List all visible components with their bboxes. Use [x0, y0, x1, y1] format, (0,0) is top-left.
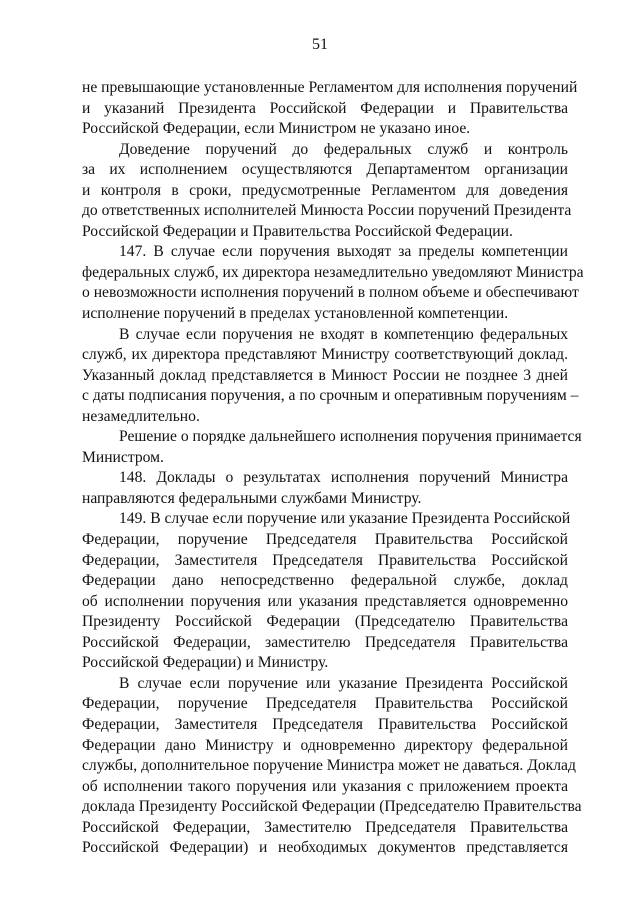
text-line: Российской Федерации, если Министром не указано иное.	[82, 120, 471, 138]
text-line: Федерации, Заместителя Председателя Правительства Российской	[82, 551, 568, 569]
paragraph	[82, 78, 578, 140]
text-line: Российской Федерации и Правительства Российской Федерации.	[82, 222, 513, 240]
text-line: об исполнении поручения или указания представляется одновременно	[82, 592, 568, 610]
text-line: за их исполнением осуществляются Департаментом организации	[82, 161, 568, 179]
text-line: Федерации, Заместителя Председателя Правительства Российской	[82, 715, 568, 733]
text-line: 149. В случае если поручение или указание Президента Российской	[119, 510, 571, 528]
text-line: В случае если поручения не входят в компетенцию федеральных	[119, 325, 568, 343]
text-line: Решение о порядке дальнейшего исполнения поручения принимается	[119, 428, 582, 446]
paragraph	[82, 427, 582, 468]
text-line: и контроля в сроки, предусмотренные Регламентом для доведения	[82, 181, 568, 199]
text-line: Федерации дано непосредственно федеральной службе, доклад	[82, 572, 568, 590]
text-line: федеральных служб, их директора незамедлительно уведомляют Министра	[82, 263, 584, 281]
text-line: служб, их директора представляют Министру соответствующий доклад.	[82, 346, 568, 364]
text-line: службы, дополнительное поручение Министра может не даваться. Доклад	[82, 757, 576, 775]
paragraph	[82, 140, 572, 243]
page-number: 51	[312, 36, 328, 53]
text-line: и указаний Президента Российской Федерации и Правительства	[82, 99, 568, 117]
text-line: Российской Федерации, заместителю Председателя Правительства	[82, 633, 568, 651]
text-line: Российской Федерации) и необходимых документов представляется	[82, 839, 568, 857]
text-line: Доведение поручений до федеральных служб и контроль	[119, 140, 568, 158]
text-line: исполнение поручений в пределах установленной компетенции.	[82, 305, 509, 323]
text-line: Федерации дано Министру и одновременно директору федеральной	[82, 736, 568, 754]
paragraph	[82, 674, 582, 859]
text-line: об исполнении такого поручения или указания с приложением проекта	[82, 777, 568, 795]
text-line: о невозможности исполнения поручений в полном объеме и обеспечивают	[82, 284, 579, 302]
text-line: доклада Президенту Российской Федерации (Председателю Правительства	[82, 798, 582, 816]
text-line: 147. В случае если поручения выходят за пределы компетенции	[119, 243, 568, 261]
text-line: Российской Федерации, Заместителю Председателя Правительства	[82, 818, 568, 836]
paragraph	[82, 242, 584, 324]
text-line: до ответственных исполнителей Минюста России поручений Президента	[82, 202, 572, 220]
text-line: Министром.	[82, 448, 164, 466]
paragraph	[82, 468, 568, 509]
text-line: Федерации, поручение Председателя Правительства Российской	[82, 531, 568, 549]
text-line: Федерации, поручение Председателя Правительства Российской	[82, 695, 568, 713]
text-line: Указанный доклад представляется в Минюст России не позднее 3 дней	[82, 366, 568, 384]
document-body	[82, 78, 584, 859]
text-line: Российской Федерации) и Министру.	[82, 654, 329, 672]
text-line: не превышающие установленные Регламентом для исполнения поручений	[82, 79, 578, 96]
text-line: с даты подписания поручения, а по срочным и оперативным поручениям –	[82, 387, 579, 405]
text-line: направляются федеральными службами Министру.	[82, 489, 422, 507]
paragraph	[82, 325, 579, 428]
text-line: незамедлительно.	[82, 407, 200, 425]
text-line: В случае если поручение или указание Президента Российской	[119, 674, 568, 692]
text-line: 148. Доклады о результатах исполнения поручений Министра	[119, 469, 568, 487]
paragraph	[82, 509, 571, 673]
text-line: Президенту Российской Федерации (Председателю Правительства	[82, 613, 568, 631]
